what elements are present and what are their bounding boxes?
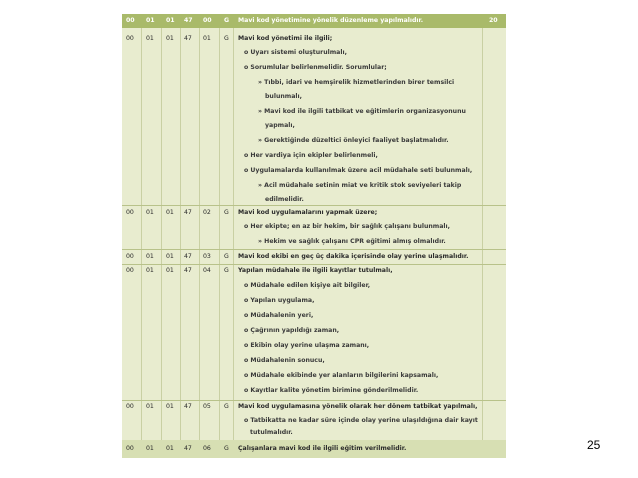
section-title: Mavi kod uygulamasına yönelik olarak her dönem tatbikat yapılmalı, xyxy=(238,403,478,410)
list-item: » Hekim ve sağlık çalışanı CPR eğitimi almış olmalıdır. xyxy=(258,238,446,245)
list-item: » Gerektiğinde düzeltici önleyici faaliyet başlatmalıdır. xyxy=(258,137,449,144)
list-item: » Tıbbi, idari ve hemşirelik hizmetlerinden birer temsilci xyxy=(258,79,455,86)
code-cell: G xyxy=(224,35,229,42)
list-item: bulunmalı, xyxy=(265,93,302,100)
code-cell: 47 xyxy=(184,253,192,260)
code-cell: 00 xyxy=(126,267,134,274)
list-item: o Müdahalenin sonucu, xyxy=(244,357,325,364)
code-cell: G xyxy=(224,403,229,410)
code-cell: 04 xyxy=(203,267,211,274)
table-row xyxy=(122,440,506,458)
table-row xyxy=(122,208,506,248)
table-row xyxy=(122,252,506,264)
list-item: » Acil müdahale setinin miat ve kritik stok seviyeleri takip xyxy=(258,182,462,189)
code-cell: 47 xyxy=(184,267,192,274)
list-item: edilmelidir. xyxy=(265,196,304,203)
code-cell: 01 xyxy=(146,445,154,452)
list-item: o Çağrının yapıldığı zaman, xyxy=(244,327,340,334)
code-cell: G xyxy=(224,209,229,216)
code-cell: 01 xyxy=(146,17,155,24)
code-cell: 47 xyxy=(184,35,192,42)
list-item: tutulmalıdır. xyxy=(250,429,293,436)
table-row xyxy=(122,402,506,438)
code-cell: 47 xyxy=(184,403,192,410)
section-title: Çalışanlara mavi kod ile ilgili eğitim verilmelidir. xyxy=(238,445,407,452)
code-cell: 01 xyxy=(203,35,211,42)
list-item: o Her vardiya için ekipler belirlenmeli, xyxy=(244,152,378,159)
section-title: Yapılan müdahale ile ilgili kayıtlar tutulmalı, xyxy=(238,267,393,274)
code-cell: 01 xyxy=(166,17,175,24)
list-item: o Uygulamalarda kullanılmak üzere acil müdahale seti bulunmalı, xyxy=(244,167,473,174)
code-cell: 47 xyxy=(184,445,192,452)
list-item: yapmalı, xyxy=(265,122,295,129)
page-number: 25 xyxy=(587,438,601,452)
code-cell: 01 xyxy=(146,267,154,274)
code-cell: G xyxy=(224,253,229,260)
code-cell: 01 xyxy=(146,35,154,42)
code-cell: 01 xyxy=(166,403,174,410)
list-item: o Müdahalenin yeri, xyxy=(244,312,314,319)
code-cell: 47 xyxy=(184,209,192,216)
code-cell: 00 xyxy=(126,445,134,452)
section-title: Mavi kod ekibi en geç üç dakika içerisinde olay yerine ulaşmalıdır. xyxy=(238,253,469,260)
row-divider xyxy=(122,400,506,401)
code-cell: 00 xyxy=(126,253,134,260)
standards-table xyxy=(122,14,506,458)
code-cell: 00 xyxy=(126,403,134,410)
code-cell: 01 xyxy=(166,445,174,452)
list-item: o Sorumlular belirlenmelidir. Sorumlular; xyxy=(244,64,387,71)
code-cell: 00 xyxy=(203,17,212,24)
table-row xyxy=(122,266,506,401)
section-title: Mavi kod yönetimi ile ilgili; xyxy=(238,35,333,42)
section-title: Mavi kod uygulamalarını yapmak üzere; xyxy=(238,209,378,216)
code-cell: 00 xyxy=(126,35,134,42)
code-cell: 03 xyxy=(203,253,211,260)
list-item: o Uyarı sistemi oluşturulmalı, xyxy=(244,49,347,56)
points-cell: 20 xyxy=(489,17,498,24)
table-header-row xyxy=(122,14,506,28)
code-cell: 01 xyxy=(146,209,154,216)
code-cell: 02 xyxy=(203,209,211,216)
code-cell: 00 xyxy=(126,209,134,216)
code-cell: 05 xyxy=(203,403,211,410)
table-row xyxy=(122,34,506,224)
list-item: o Müdahale ekibinde yer alanların bilgilerini kapsamalı, xyxy=(244,372,439,379)
code-cell: 01 xyxy=(166,35,174,42)
code-cell: 01 xyxy=(166,253,174,260)
code-cell: 47 xyxy=(184,17,193,24)
row-divider xyxy=(122,249,506,250)
code-cell: G xyxy=(224,17,230,24)
row-divider xyxy=(122,264,506,265)
list-item: o Müdahale edilen kişiye ait bilgiler, xyxy=(244,282,371,289)
code-cell: 01 xyxy=(166,209,174,216)
code-cell: G xyxy=(224,267,229,274)
row-divider xyxy=(122,205,506,206)
code-cell: 01 xyxy=(166,267,174,274)
list-item: o Her ekipte; en az bir hekim, bir sağlık çalışanı bulunmalı, xyxy=(244,223,451,230)
code-cell: 01 xyxy=(146,253,154,260)
header-title: Mavi kod yönetimine yönelik düzenleme yapılmalıdır. xyxy=(238,17,424,24)
code-cell: 06 xyxy=(203,445,211,452)
code-cell: 01 xyxy=(146,403,154,410)
list-item: o Ekibin olay yerine ulaşma zamanı, xyxy=(244,342,370,349)
list-item: o Tatbikatta ne kadar süre içinde olay yerine ulaşıldığına dair kayıt xyxy=(244,417,478,424)
code-cell: G xyxy=(224,445,229,452)
list-item: o Yapılan uygulama, xyxy=(244,297,315,304)
code-cell: 00 xyxy=(126,17,135,24)
list-item: » Mavi kod ile ilgili tatbikat ve eğitimlerin organizasyonunu xyxy=(258,108,466,115)
list-item: o Kayıtlar kalite yönetim birimine gönderilmelidir. xyxy=(244,387,419,394)
